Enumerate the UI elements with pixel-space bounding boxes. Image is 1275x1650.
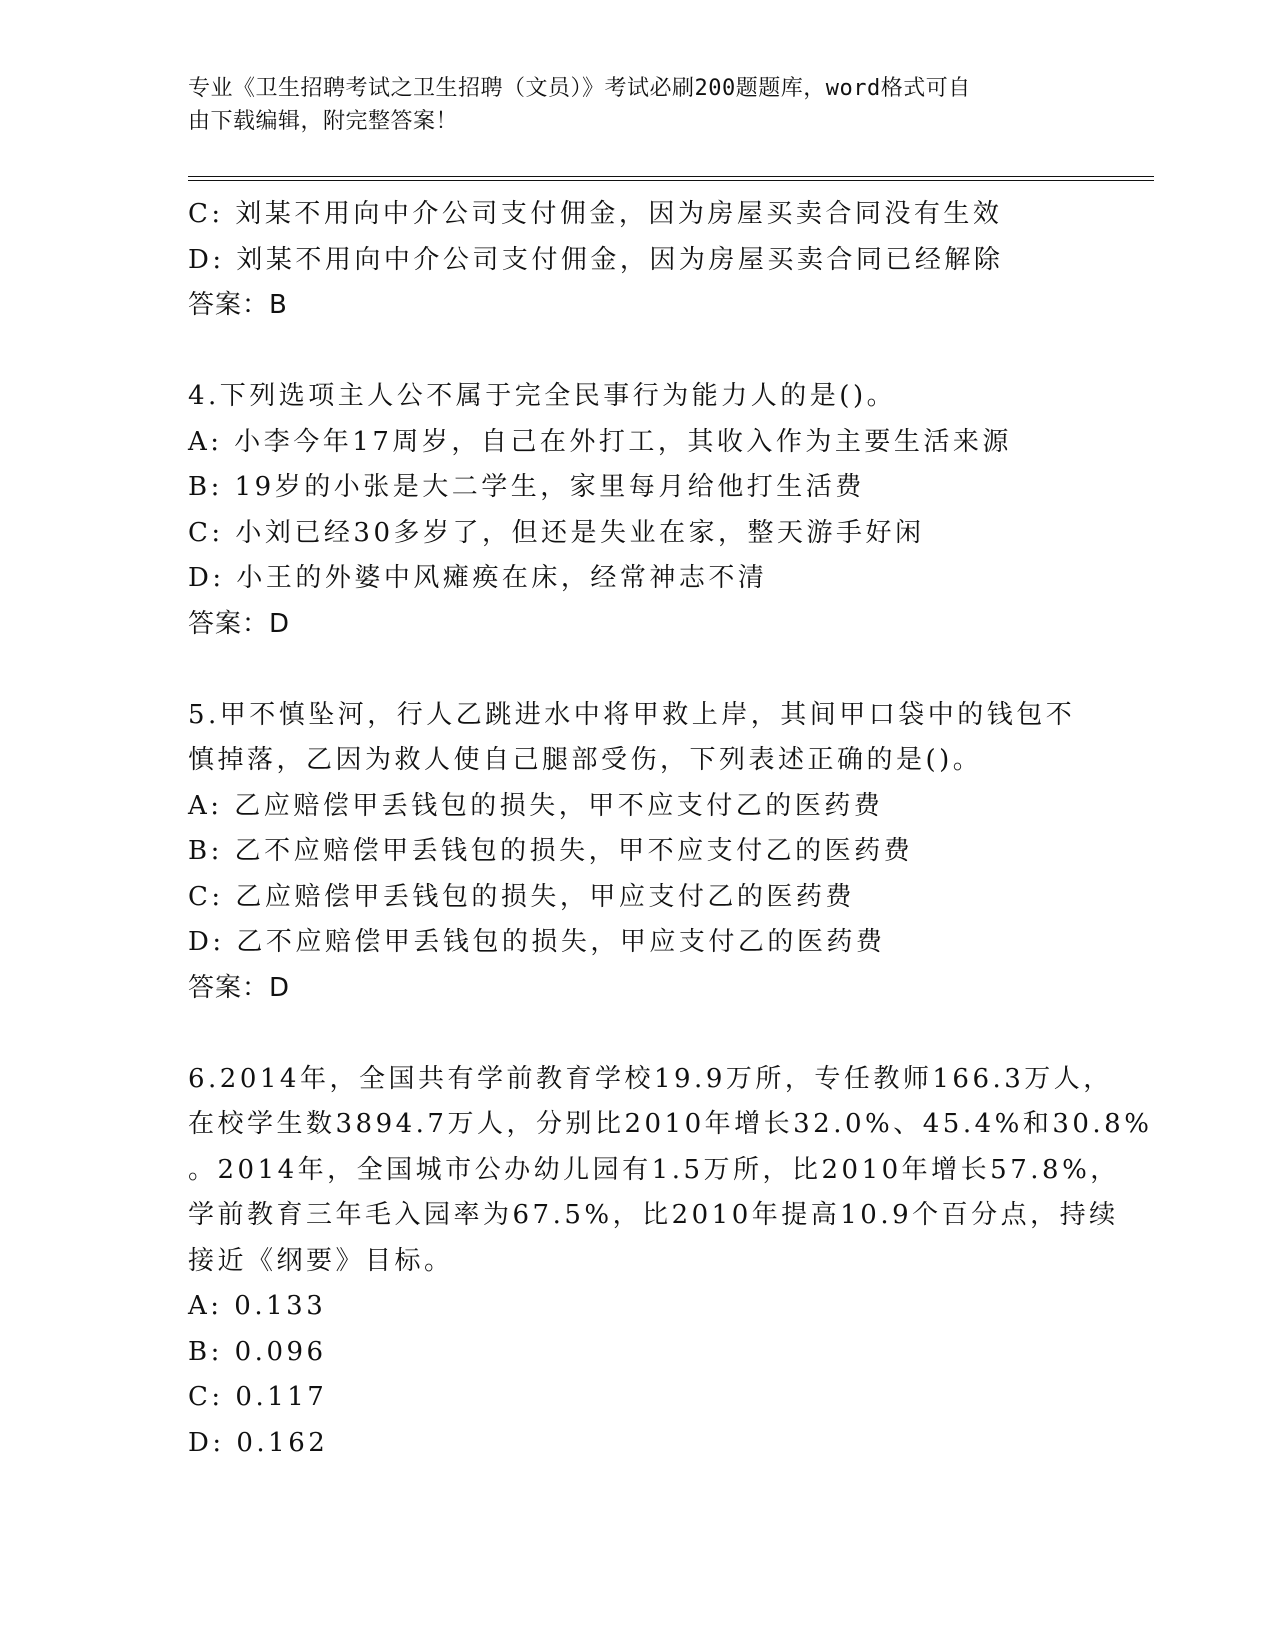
question-stem-line-2: 慎掉落，乙因为救人使自己腿部受伤，下列表述正确的是()。 [188,745,983,775]
question-stem-line-4: 学前教育三年毛入园率为67.5%，比2010年提高10.9个百分点，持续 [188,1200,1119,1230]
question-6 [188,1057,1153,1467]
option-a: A: 0.133 [188,1291,327,1321]
question-4 [188,374,1088,647]
question-stem-line-2: 在校学生数3894.7万人，分别比2010年增长32.0%、45.4%和30.8% [188,1109,1153,1139]
option-d: D: 0.162 [188,1427,329,1458]
header-line-2: 由下载编辑，附完整答案！ [188,109,459,134]
header-line-1: 专业《卫生招聘考试之卫生招聘（文员）》考试必刷200题题库，word格式可自 [188,76,971,101]
page-header [188,72,1088,138]
spacer [188,329,1088,375]
spacer [188,647,1088,693]
spacer [188,1011,1088,1057]
question-stem-line-3: 。2014年，全国城市公办幼儿园有1.5万所，比2010年增长57.8%， [188,1154,1120,1185]
option-c: C: 乙应赔偿甲丢钱包的损失，甲应支付乙的医药费 [188,881,855,912]
question-stem-line-1: 6.2014年，全国共有学前教育学校19.9万所，专任教师166.3万人， [188,1063,1113,1094]
option-d: D: 小王的外婆中风瘫痪在床，经常神志不清 [188,563,768,593]
option-c: C: 刘某不用向中介公司支付佣金，因为房屋买卖合同没有生效 [188,199,1003,229]
option-a: A: 小李今年17周岁，自己在外打工，其收入作为主要生活来源 [188,426,1012,457]
question-3-tail [188,192,1088,329]
option-b: B: 19岁的小张是大二学生，家里每月给他打生活费 [188,472,865,502]
option-c: C: 小刘已经30多岁了，但还是失业在家，整天游手好闲 [188,517,925,548]
option-c: C: 0.117 [188,1382,328,1412]
document-body [188,192,1153,1466]
question-5 [188,693,1088,1012]
question-stem: 4.下列选项主人公不属于完全民事行为能力人的是()。 [188,381,897,411]
answer-line: 答案：D [188,608,291,639]
option-b: B: 乙不应赔偿甲丢钱包的损失，甲不应支付乙的医药费 [188,836,914,866]
option-d: D: 刘某不用向中介公司支付佣金，因为房屋买卖合同已经解除 [188,244,1004,275]
question-stem-line-1: 5.甲不慎坠河，行人乙跳进水中将甲救上岸，其间甲口袋中的钱包不 [188,699,1076,730]
header-divider [188,176,1154,181]
answer-line: 答案：D [188,972,291,1003]
option-a: A: 乙应赔偿甲丢钱包的损失，甲不应支付乙的医药费 [188,790,884,821]
option-b: B: 0.096 [188,1336,327,1367]
question-stem-line-5: 接近《纲要》目标。 [188,1245,454,1276]
option-d: D: 乙不应赔偿甲丢钱包的损失，甲应支付乙的医药费 [188,927,886,957]
answer-line: 答案：B [188,290,288,320]
